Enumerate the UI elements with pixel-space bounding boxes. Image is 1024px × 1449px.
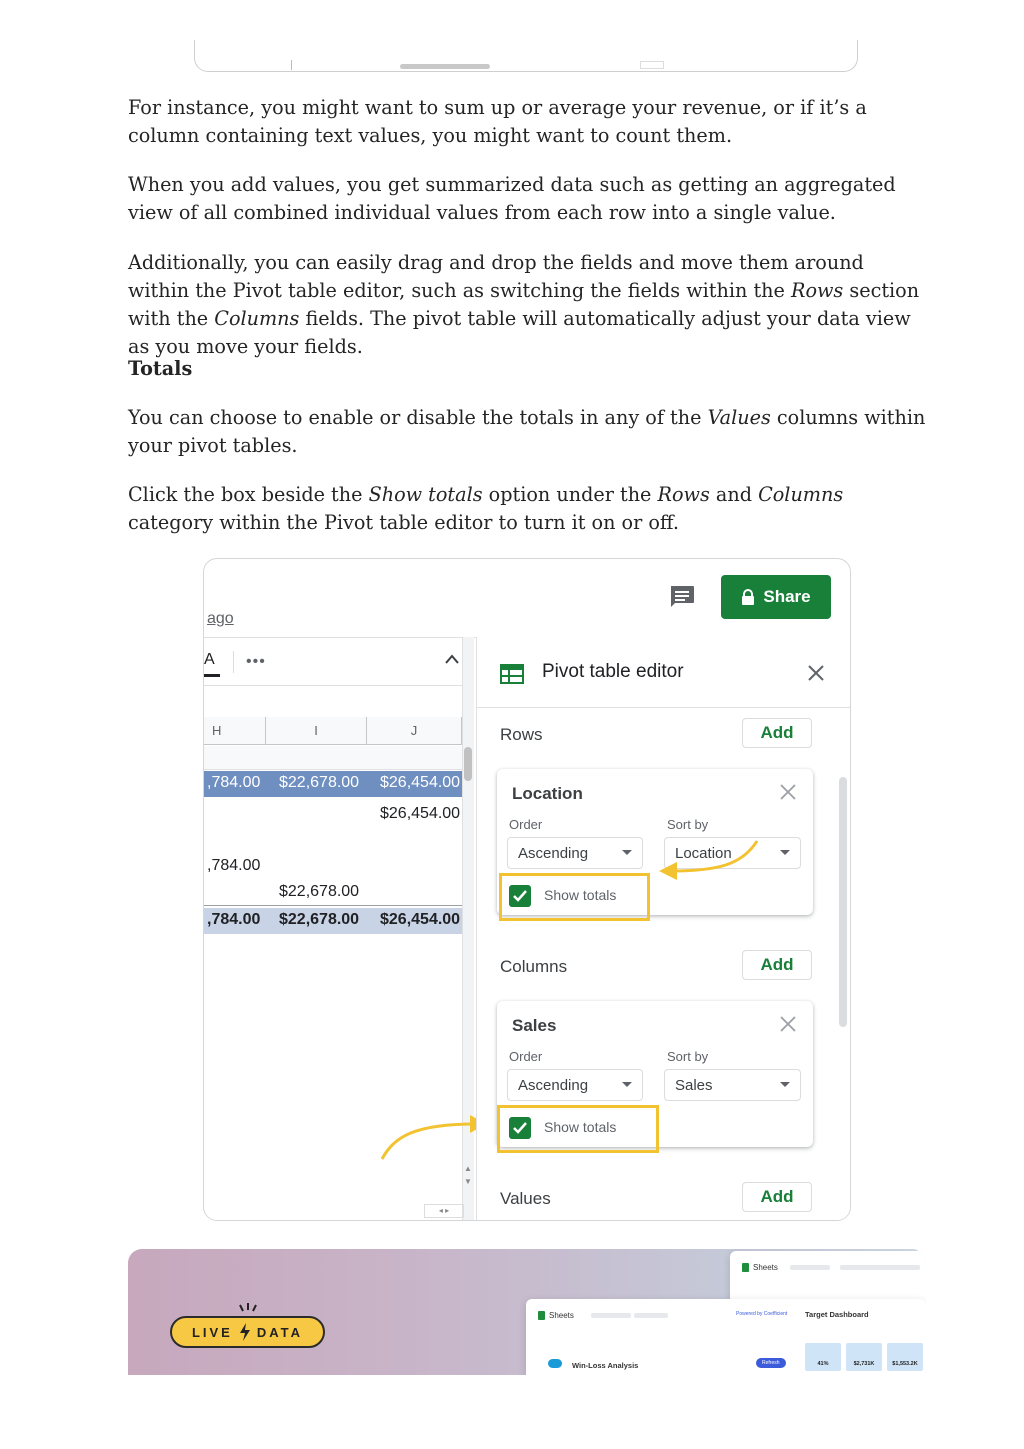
text-color-swatch: [204, 674, 220, 677]
editor-title: Pivot table editor: [542, 661, 684, 682]
previous-screenshot-edge: [194, 40, 858, 72]
section-heading-totals: Totals: [128, 357, 193, 380]
cell-i: $22,678.00: [279, 883, 360, 900]
kpi-card: $1,553.2K: [887, 1343, 923, 1371]
table-row[interactable]: [204, 771, 462, 797]
sort-by-label: Sort by: [667, 1049, 709, 1064]
text-segment: columns within your pivot tables.: [128, 406, 926, 457]
text-segment: and: [709, 483, 759, 506]
comment-icon[interactable]: [669, 585, 695, 607]
sheets-label: Sheets: [549, 1311, 574, 1320]
paragraph-show-totals: [128, 481, 928, 537]
show-totals-checkbox[interactable]: [509, 885, 531, 907]
cell-i: $22,678.00: [279, 774, 360, 791]
lightning-icon: [239, 1323, 251, 1341]
placeholder-bar: [591, 1313, 631, 1318]
arrow-annotation-icon: [647, 835, 767, 895]
toolbar-divider: [204, 685, 474, 686]
show-totals-label: Show totals: [544, 1119, 617, 1135]
column-header-h[interactable]: H: [204, 717, 266, 745]
table-row[interactable]: [204, 854, 462, 880]
live-label: LIVE: [191, 1324, 233, 1340]
pivot-table-editor-panel: [476, 637, 851, 1221]
dashboard-title: Target Dashboard: [805, 1310, 869, 1319]
blank-row: [204, 746, 462, 770]
cell-h: ,784.00: [207, 774, 261, 791]
refresh-button[interactable]: Refresh: [756, 1358, 786, 1368]
kpi-card: 41%: [805, 1343, 841, 1371]
data-label: DATA: [256, 1324, 304, 1340]
emphasis-columns: Columns: [214, 307, 300, 330]
cell-j: $26,454.00: [380, 774, 461, 791]
add-values-button[interactable]: Add: [742, 1182, 812, 1212]
sparkle-icon: [234, 1303, 262, 1315]
order-select[interactable]: [507, 837, 643, 869]
sort-by-label: Sort by: [667, 817, 709, 832]
sort-by-value: Sales: [675, 1076, 713, 1094]
share-button[interactable]: [721, 575, 831, 619]
checkmark-icon: [509, 1117, 531, 1139]
share-label: Share: [763, 587, 811, 606]
text-segment: Click the box beside the: [128, 483, 369, 506]
dropdown-caret-icon: [780, 1082, 790, 1087]
columns-field-card[interactable]: [497, 1001, 813, 1147]
emphasis-show-totals: Show totals: [368, 483, 483, 506]
add-rows-button[interactable]: Add: [742, 718, 812, 748]
paragraph-aggregation: For instance, you might want to sum up or average your revenue, or if it’s a column containing text values, you might want to count them.: [128, 96, 867, 147]
sheets-icon: [538, 1311, 545, 1320]
add-columns-button[interactable]: Add: [742, 950, 812, 980]
cell-h: ,784.00: [207, 911, 261, 928]
dropdown-caret-icon: [622, 850, 632, 855]
pivot-table-icon: [500, 664, 524, 684]
text-segment: option under the: [482, 483, 658, 506]
emphasis-columns: Columns: [758, 483, 844, 506]
text-color-button[interactable]: A: [204, 651, 215, 668]
checkmark-icon: [509, 885, 531, 907]
values-section-label: Values: [500, 1189, 551, 1208]
close-icon[interactable]: [807, 664, 825, 682]
table-row[interactable]: [204, 802, 462, 828]
kpi-card: $2,731K: [846, 1343, 882, 1371]
paragraph-totals: [128, 404, 928, 460]
toolbar-separator: [233, 651, 234, 673]
text-segment: You can choose to enable or disable the totals in any of the: [128, 406, 708, 429]
chevron-up-icon[interactable]: [444, 653, 460, 665]
column-header-j[interactable]: J: [367, 717, 462, 745]
remove-field-icon[interactable]: [779, 1015, 797, 1033]
text-segment: category within the Pivot table editor to turn it on or off.: [128, 511, 679, 534]
sheets-label: Sheets: [753, 1263, 778, 1272]
editor-scrollbar[interactable]: [839, 777, 847, 1027]
grand-total-row[interactable]: [204, 908, 462, 934]
dropdown-caret-icon: [780, 850, 790, 855]
paragraph-values: When you add values, you get summarized data such as getting an aggregated view of all combined individual values from each row into a single value.: [128, 173, 896, 224]
show-totals-checkbox[interactable]: [509, 1117, 531, 1139]
text-segment: section with the: [128, 279, 920, 330]
show-totals-label: Show totals: [544, 887, 617, 903]
editor-header-divider: [477, 707, 851, 708]
paragraph-drag-drop: [128, 249, 928, 361]
dropdown-caret-icon: [622, 1082, 632, 1087]
pager-control: [640, 61, 664, 69]
order-label: Order: [509, 1049, 543, 1064]
field-title-sales: Sales: [512, 1016, 557, 1035]
horizontal-scroll-arrows[interactable]: ◂ ▸: [424, 1204, 464, 1218]
scroll-arrows[interactable]: ▲ ▼: [464, 1164, 472, 1186]
remove-field-icon[interactable]: [779, 783, 797, 801]
order-value: Ascending: [518, 1076, 589, 1094]
placeholder-bar: [840, 1265, 920, 1270]
cell-j: $26,454.00: [380, 805, 461, 822]
vertical-scroll-thumb[interactable]: [464, 747, 472, 781]
powered-by-label: Powered by Coefficient: [736, 1311, 788, 1317]
horizontal-scrollbar: [400, 64, 490, 69]
placeholder-bar: [634, 1313, 668, 1318]
sheets-icon: [742, 1263, 749, 1272]
placeholder-bar: [790, 1265, 830, 1270]
order-select[interactable]: [507, 1069, 643, 1101]
column-header-i[interactable]: I: [266, 717, 367, 745]
more-options-button[interactable]: •••: [246, 653, 266, 670]
analysis-title: Win-Loss Analysis: [572, 1361, 639, 1370]
sheets-brand: [538, 1311, 574, 1320]
cell-j: $26,454.00: [380, 911, 461, 928]
last-edit-link[interactable]: ago: [207, 610, 234, 627]
emphasis-values: Values: [707, 406, 771, 429]
emphasis-rows: Rows: [657, 483, 710, 506]
rows-section-label: Rows: [500, 725, 543, 744]
tick-mark: [291, 60, 292, 70]
cell-h: ,784.00: [207, 857, 261, 874]
columns-section-label: Columns: [500, 957, 568, 976]
emphasis-rows: Rows: [791, 279, 844, 302]
order-label: Order: [509, 817, 543, 832]
text-segment: fields. The pivot table will automatically adjust your data view as you move your fields.: [128, 307, 911, 358]
sort-by-select[interactable]: [664, 1069, 801, 1101]
text-segment: Additionally, you can easily drag and drop the fields and move them around within the Pivot table editor, such as switching the fields within the: [128, 251, 864, 302]
table-row[interactable]: [204, 880, 462, 906]
pivot-editor-screenshot: [203, 558, 851, 1221]
order-value: Ascending: [518, 844, 589, 862]
sort-by-value: Location: [675, 844, 732, 862]
sheets-brand: [742, 1263, 778, 1272]
field-title-location: Location: [512, 784, 583, 803]
cell-i: $22,678.00: [279, 911, 360, 928]
salesforce-icon: [548, 1359, 562, 1368]
live-data-badge: [170, 1316, 325, 1348]
lock-icon: [741, 589, 755, 605]
